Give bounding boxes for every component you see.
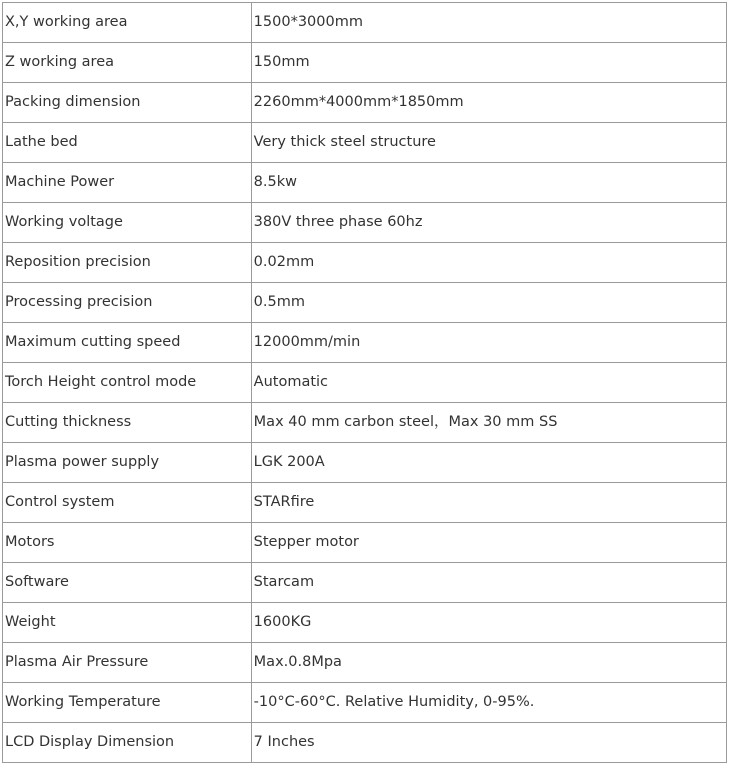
spec-value: Stepper motor [251, 523, 726, 563]
spec-table-body [3, 3, 727, 763]
spec-label: Z working area [3, 43, 252, 83]
table-row [3, 363, 727, 403]
spec-label: LCD Display Dimension [3, 723, 252, 763]
spec-value: -10°C-60°C. Relative Humidity, 0-95%. [251, 683, 726, 723]
spec-label: Plasma power supply [3, 443, 252, 483]
spec-value: Max.0.8Mpa [251, 643, 726, 683]
table-row [3, 163, 727, 203]
spec-value: Starcam [251, 563, 726, 603]
spec-value: 2260mm*4000mm*1850mm [251, 83, 726, 123]
spec-label: Control system [3, 483, 252, 523]
spec-label: Maximum cutting speed [3, 323, 252, 363]
table-row [3, 643, 727, 683]
spec-label: Lathe bed [3, 123, 252, 163]
table-row [3, 483, 727, 523]
spec-label: Weight [3, 603, 252, 643]
table-row [3, 3, 727, 43]
table-row [3, 523, 727, 563]
spec-label: Reposition precision [3, 243, 252, 283]
spec-label: Software [3, 563, 252, 603]
table-row [3, 563, 727, 603]
table-row [3, 203, 727, 243]
table-row [3, 83, 727, 123]
table-row [3, 603, 727, 643]
table-row [3, 43, 727, 83]
table-row [3, 723, 727, 763]
spec-value: 380V three phase 60hz [251, 203, 726, 243]
table-row [3, 123, 727, 163]
spec-value: 150mm [251, 43, 726, 83]
spec-label: X,Y working area [3, 3, 252, 43]
spec-value: 7 Inches [251, 723, 726, 763]
spec-value: Max 40 mm carbon steel，Max 30 mm SS [251, 403, 726, 443]
table-row [3, 283, 727, 323]
spec-label: Motors [3, 523, 252, 563]
spec-value: LGK 200A [251, 443, 726, 483]
spec-label: Torch Height control mode [3, 363, 252, 403]
table-row [3, 323, 727, 363]
spec-value: Very thick steel structure [251, 123, 726, 163]
spec-label: Working Temperature [3, 683, 252, 723]
spec-label: Working voltage [3, 203, 252, 243]
spec-table [2, 2, 727, 763]
spec-label: Plasma Air Pressure [3, 643, 252, 683]
spec-value: 0.02mm [251, 243, 726, 283]
spec-value: Automatic [251, 363, 726, 403]
table-row [3, 443, 727, 483]
spec-value: 8.5kw [251, 163, 726, 203]
spec-label: Machine Power [3, 163, 252, 203]
spec-label: Packing dimension [3, 83, 252, 123]
spec-value: 0.5mm [251, 283, 726, 323]
table-row [3, 243, 727, 283]
table-row [3, 683, 727, 723]
spec-value: STARfire [251, 483, 726, 523]
spec-value: 1500*3000mm [251, 3, 726, 43]
spec-value: 12000mm/min [251, 323, 726, 363]
table-row [3, 403, 727, 443]
spec-value: 1600KG [251, 603, 726, 643]
spec-label: Processing precision [3, 283, 252, 323]
spec-label: Cutting thickness [3, 403, 252, 443]
